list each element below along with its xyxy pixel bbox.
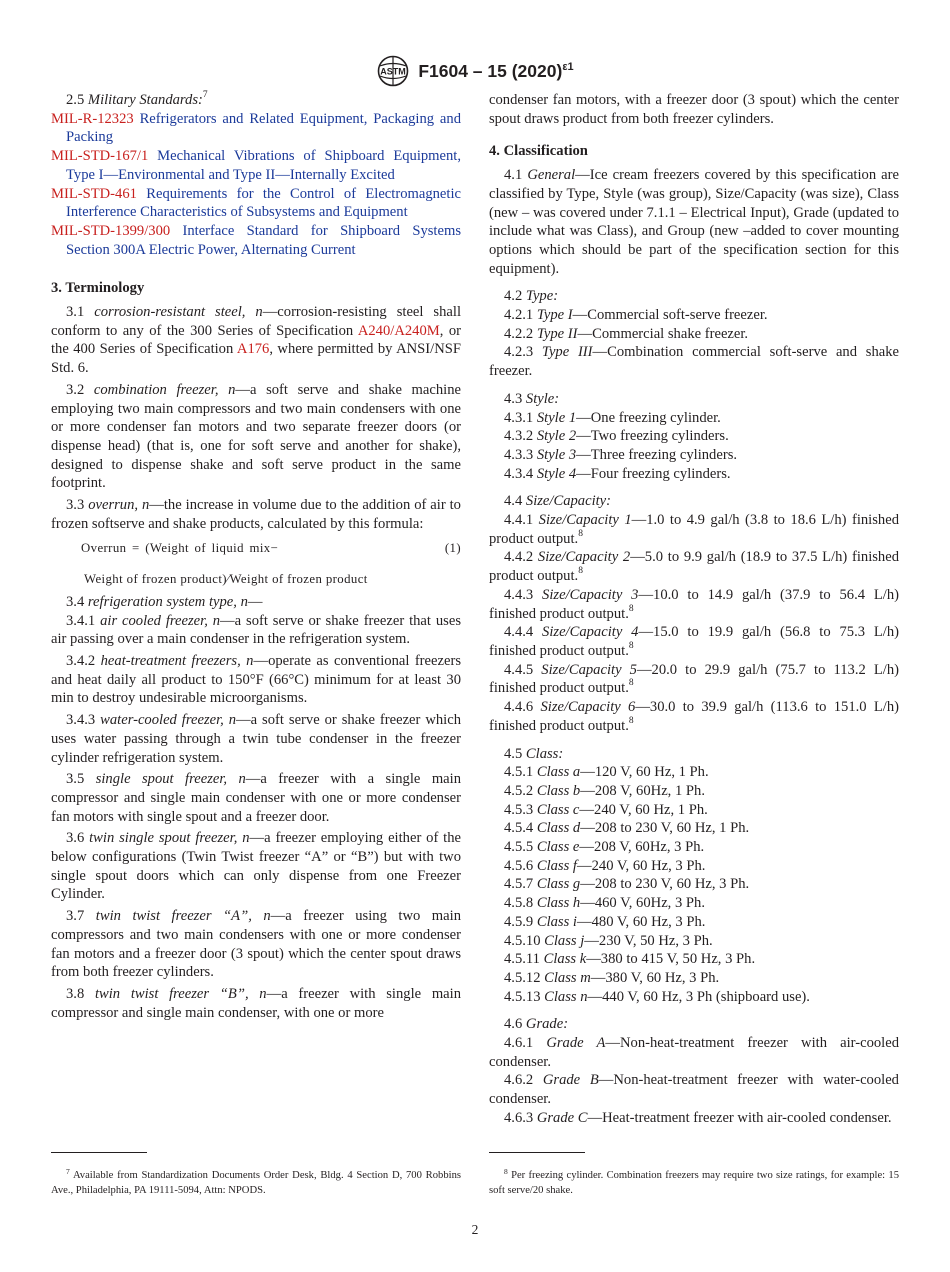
- reference-item: MIL-STD-1399/300 Interface Standard for Shipboard Systems Section 300A Electric Power, Alternating Current: [51, 222, 461, 258]
- astm-logo-icon: [376, 54, 410, 88]
- paragraph-3-4-3: 3.4.3 water-cooled freezer, n—a soft serve or shake freezer which uses water passing through a twin tube condenser in the freezer cylinder refrigeration system.: [51, 712, 461, 766]
- size-item: 4.4.3 Size/Capacity 3—10.0 to 14.9 gal/h (37.9 to 56.4 L/h) finished product output.$^8$: [489, 586, 899, 622]
- grade-item: 4.6.2 Grade B—Non-heat-treatment freezer with water-cooled condenser.: [489, 1072, 899, 1108]
- class-item: 4.5.1 Class a—120 V, 60 Hz, 1 Ph.: [504, 764, 709, 781]
- class-item: 4.5.13 Class n—440 V, 60 Hz, 3 Ph (shipboard use).: [504, 988, 810, 1005]
- class-item: 4.5.9 Class i—480 V, 60 Hz, 3 Ph.: [504, 913, 706, 930]
- type-item: 4.2.3 Type III—Combination commercial soft-serve and shake freezer.: [489, 344, 899, 380]
- paragraph-4-3: 4.3 Style:: [504, 390, 560, 407]
- paragraph-3-4-1: 3.4.1 air cooled freezer, n—a soft serve or shake freezer that uses air passing over a main condenser in the refrigeration system.: [51, 612, 461, 648]
- class-item: 4.5.12 Class m—380 V, 60 Hz, 3 Ph.: [504, 969, 720, 986]
- reference-item: MIL-STD-461 Requirements for the Control of Electromagnetic Interference Characteristics of Subsystems and Equipment: [51, 185, 461, 221]
- footnote-divider: [489, 1152, 585, 1153]
- class-item: 4.5.10 Class j—230 V, 50 Hz, 3 Ph.: [504, 932, 713, 949]
- paragraph-3-2: 3.2 combination freezer, n—a soft serve and shake machine employing two main compressors and two main condensers with one or more condenser fan motors and two separate freezer doors (or dispense head) (that is, one for soft serve and another for shake), designed to dispense shake and soft serve product in the same footprint.: [51, 381, 461, 492]
- page-number: 2: [471, 1222, 479, 1237]
- style-item: 4.3.4 Style 4—Four freezing cylinders.: [504, 465, 731, 482]
- class-item: 4.5.7 Class g—208 to 230 V, 60 Hz, 3 Ph.: [504, 876, 750, 893]
- svg-text:ASTM: ASTM: [380, 66, 407, 77]
- section-3-heading: 3. Terminology: [51, 280, 145, 297]
- paragraph-4-2: 4.2 Type:: [504, 288, 559, 305]
- paragraph-3-4: 3.4 refrigeration system type, n—: [66, 593, 263, 610]
- paragraph-3-1: 3.1 corrosion-resistant steel, n—corrosion-resisting steel shall conform to any of the 300 Series of Specification A240/A240M, or the 400 Series of Specification A176, where permitted by ANSI/NSF Std. 6.: [51, 304, 461, 377]
- section-4-heading: 4. Classification: [489, 143, 588, 160]
- left-column: [51, 91, 461, 1022]
- military-standards-heading: 2.5 Military Standards:$^7$: [66, 90, 208, 108]
- type-item: 4.2.1 Type I—Commercial soft-serve freezer.: [504, 307, 768, 324]
- class-item: 4.5.8 Class h—460 V, 60Hz, 3 Ph.: [504, 895, 705, 912]
- style-item: 4.3.3 Style 3—Three freezing cylinders.: [504, 446, 738, 463]
- size-item: 4.4.2 Size/Capacity 2—5.0 to 9.9 gal/h (18.9 to 37.5 L/h) finished product output.$^8$: [489, 549, 900, 585]
- class-item: 4.5.5 Class e—208 V, 60Hz, 3 Ph.: [504, 839, 705, 856]
- grade-item: 4.6.1 Grade A—Non-heat-treatment freezer with air-cooled condenser.: [489, 1035, 899, 1070]
- class-item: 4.5.2 Class b—208 V, 60Hz, 1 Ph.: [504, 782, 705, 799]
- standard-designation: F1604 – 15 $(2020)^{\varepsilon 1}$: [418, 60, 574, 81]
- size-item: 4.4.5 Size/Capacity 5—20.0 to 29.9 gal/h (75.7 to 113.2 L/h) finished product output.$^8$: [489, 661, 900, 697]
- paragraph-3-3: 3.3 overrun, n—the increase in volume due to the addition of air to frozen softserve and shake products, calculated by this formula:: [51, 497, 461, 532]
- size-item: 4.4.1 Size/Capacity 1—1.0 to 4.9 gal/h (3.8 to 18.6 L/h) finished product output.$^8$: [489, 512, 899, 547]
- reference-code-link[interactable]: MIL-R-12323: [51, 110, 134, 127]
- reference-code-link[interactable]: MIL-STD-167/1: [51, 148, 149, 165]
- grade-item: 4.6.3 Grade C—Heat-treatment freezer with air-cooled condenser.: [504, 1109, 892, 1126]
- class-item: 4.5.11 Class k—380 to 415 V, 50 Hz, 3 Ph.: [504, 951, 756, 968]
- class-item: 4.5.4 Class d—208 to 230 V, 60 Hz, 1 Ph.: [504, 820, 750, 837]
- paragraph-3-5: 3.5 single spout freezer, n—a freezer with a single main compressor and single main condenser with one or more condenser fan motors with single spout and a freezer door.: [51, 771, 461, 825]
- footnote-7: $^7$ Available from Standardization Documents Order Desk, Bldg. 4 Section D, 700 Robbins Ave., Philadelphia, PA 19111-5094, Attn: NPODS.: [51, 1167, 461, 1196]
- paragraph-3-8-continued: condenser fan motors, with a freezer door (3 spout) which the center spout draws product from both freezer cylinders.: [489, 92, 899, 127]
- paragraph-3-7: 3.7 twin twist freezer “A”, n—a freezer using two main compressors and two main condensers with one or more condenser fan motors and a freezer door (3 spout) which the center spout draws from both freezer cylinders.: [51, 908, 461, 981]
- paragraph-3-4-2: 3.4.2 heat-treatment freezers, n—operate as conventional freezers and heat daily all product to 150°F (66°C) minimum for at least 30 min to destroy undesirable microorganisms.: [51, 652, 461, 707]
- footnote-8: $^8$ Per freezing cylinder. Combination freezers may require two size ratings, for example: 15 soft serve/20 shake.: [489, 1167, 899, 1196]
- class-item: 4.5.3 Class c—240 V, 60 Hz, 1 Ph.: [504, 801, 708, 818]
- equation-number: (1): [444, 541, 461, 556]
- paragraph-3-8: 3.8 twin twist freezer “B”, n—a freezer with single main compressor and single main condenser, with one or more: [51, 985, 461, 1021]
- right-column: [489, 91, 899, 1128]
- spec-link-a240[interactable]: A240/A240M: [357, 322, 440, 339]
- reference-code-link[interactable]: MIL-STD-1399/300: [51, 222, 171, 239]
- paragraph-3-6: 3.6 twin single spout freezer, n—a freezer employing either of the below configurations (Twin Twist freezer “A” or “B”) but with two single spout doors which can only dispense from one Freezer Cylinder.: [51, 830, 462, 903]
- spec-link-a176[interactable]: A176: [236, 341, 270, 358]
- paragraph-4-6: 4.6 Grade:: [504, 1016, 569, 1033]
- paragraph-4-5: 4.5 Class:: [504, 745, 564, 762]
- paragraph-4-1: 4.1 General—Ice cream freezers covered by this specification are classified by Type, Style (was group), Size/Capacity (was size), Class (new – was covered under 7.1.1 – Electrical Input), Grade (updated to include what was Class), and Group (new –added to cover mounting options which should be part of the specification section for this equipment).: [489, 167, 899, 277]
- style-item: 4.3.1 Style 1—One freezing cylinder.: [504, 409, 721, 426]
- size-item: 4.4.6 Size/Capacity 6—30.0 to 39.9 gal/h (113.6 to 151.0 L/h) finished product output.$^8$: [489, 699, 899, 734]
- page-header: [0, 54, 950, 90]
- type-item: 4.2.2 Type II—Commercial shake freezer.: [504, 325, 749, 342]
- style-item: 4.3.2 Style 2—Two freezing cylinders.: [504, 428, 729, 445]
- size-item: 4.4.4 Size/Capacity 4—15.0 to 19.9 gal/h (56.8 to 75.3 L/h) finished product output.$^8$: [489, 624, 899, 659]
- overrun-formula: Overrun = (Weight of liquid mix− (1) Weight of frozen product)⁄Weight of frozen product: [81, 541, 461, 587]
- reference-item: MIL-R-12323 Refrigerators and Related Equipment, Packaging and Packing: [51, 110, 461, 146]
- class-item: 4.5.6 Class f—240 V, 60 Hz, 3 Ph.: [504, 857, 706, 874]
- paragraph-4-4: 4.4 Size/Capacity:: [504, 493, 612, 510]
- reference-code-link[interactable]: MIL-STD-461: [51, 185, 137, 202]
- footnote-divider: [51, 1152, 147, 1153]
- reference-item: MIL-STD-167/1 Mechanical Vibrations of Shipboard Equipment, Type I—Environmental and Type II—Internally Excited: [51, 148, 462, 183]
